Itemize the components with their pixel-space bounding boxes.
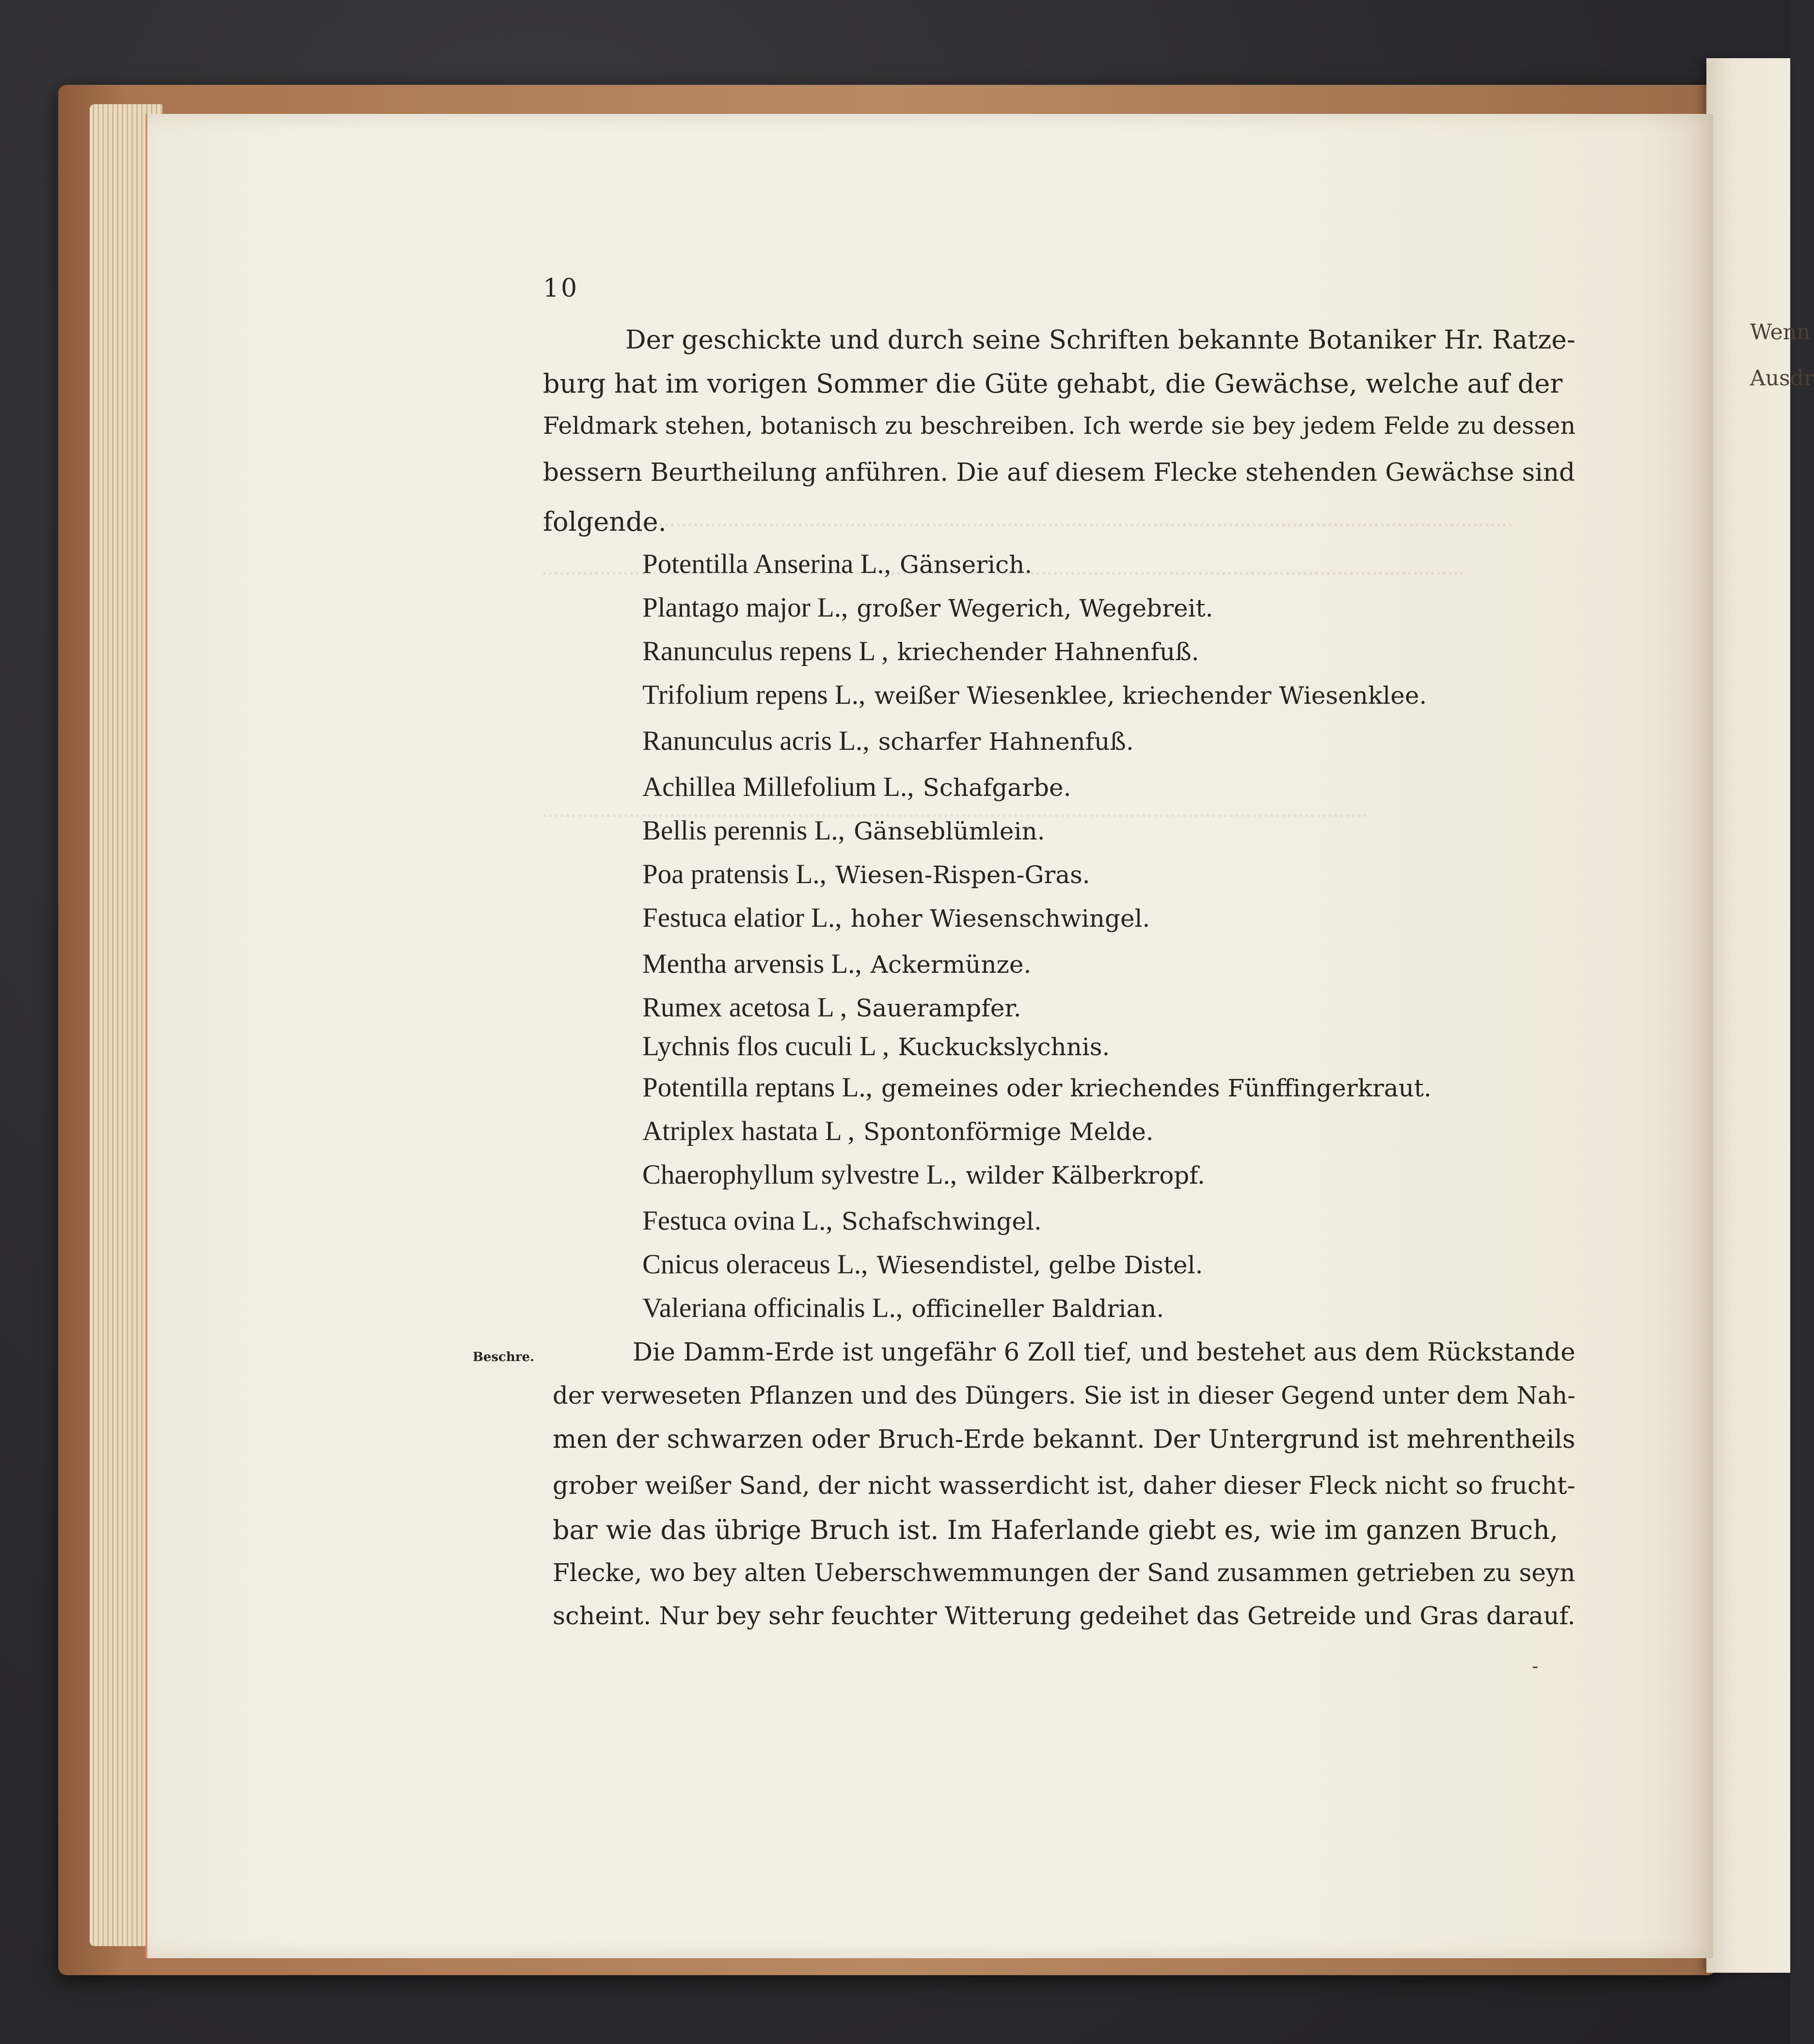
plant-entry (642, 814, 1045, 846)
plant-german-name: gemeines oder kriechendes Fünffingerkraut. (881, 1074, 1432, 1102)
plant-latin-name: Valeriana officinalis L., (642, 1293, 903, 1323)
paragraph-line: burg hat im vorigen Sommer die Güte gehabt, die Gewächse, welche auf der (543, 368, 1563, 399)
plant-latin-name: Potentilla Anserina L., (642, 549, 891, 579)
plant-entry (642, 679, 1427, 711)
paragraph-line: bar wie das übrige Bruch ist. Im Haferlande giebt es, wie im ganzen Bruch, (553, 1515, 1559, 1545)
paragraph-line: Feldmark stehen, botanisch zu beschreiben. Ich werde sie bey jedem Felde zu dessen (543, 412, 1576, 440)
next-page-edge (1706, 58, 1790, 1973)
plant-german-name: scharfer Hahnenfuß. (878, 728, 1134, 756)
next-page-fragment: Ausdr (1750, 366, 1814, 391)
plant-german-name: großer Wegerich, Wegebreit. (857, 594, 1213, 622)
plant-german-name: Schafschwingel. (841, 1207, 1042, 1236)
plant-german-name: kriechender Hahnenfuß. (897, 638, 1199, 666)
plant-german-name: Wiesendistel, gelbe Distel. (876, 1251, 1203, 1279)
plant-german-name: Ackermünze. (870, 951, 1032, 979)
plant-latin-name: Potentilla reptans L., (642, 1072, 873, 1103)
plant-entry (642, 591, 1213, 623)
plant-entry (642, 1115, 1154, 1147)
plant-entry (642, 725, 1134, 757)
plant-entry (642, 858, 1090, 890)
plant-entry (642, 1158, 1205, 1190)
plant-german-name: hoher Wiesenschwingel. (850, 904, 1150, 933)
paragraph-line: Die Damm-Erde ist ungefähr 6 Zoll tief, und bestehet aus dem Rückstande (633, 1338, 1575, 1367)
plant-german-name: Schafgarbe. (923, 774, 1071, 802)
paragraph-line: folgende. (543, 507, 667, 537)
plant-latin-name: Mentha arvensis L., (642, 949, 862, 979)
plant-entry (642, 1204, 1042, 1236)
plant-german-name: Gänseblümlein. (854, 817, 1045, 845)
plant-entry (642, 1248, 1203, 1280)
paragraph-line: Flecke, wo bey alten Ueberschwemmungen der Sand zusammen getrieben zu seyn (553, 1558, 1575, 1587)
plant-german-name: weißer Wiesenklee, kriechender Wiesenklee. (874, 681, 1427, 710)
paragraph-line: der verweseten Pflanzen und des Düngers. Sie ist in dieser Gegend unter dem Nah- (553, 1381, 1575, 1410)
plant-entry (642, 991, 1021, 1023)
plant-entry (642, 902, 1150, 934)
plant-latin-name: Lychnis flos cuculi L , (642, 1031, 890, 1062)
show-through-line (543, 504, 1512, 526)
plant-entry (642, 771, 1071, 803)
plant-latin-name: Achillea Millefolium L., (642, 772, 914, 802)
paragraph-line: scheint. Nur bey sehr feuchter Witterung gedeihet das Getreide und Gras darauf. (553, 1602, 1575, 1631)
plant-german-name: Sauerampfer. (856, 994, 1021, 1022)
plant-latin-name: Ranunculus repens L , (642, 636, 889, 666)
plant-german-name: Wiesen-Rispen-Gras. (835, 861, 1090, 889)
plant-entry (642, 948, 1031, 980)
next-page-fragment: Wenn (1750, 320, 1811, 345)
page-number: 10 (543, 274, 579, 303)
plant-latin-name: Cnicus oleraceus L., (642, 1249, 868, 1280)
plant-german-name: Spontonförmige Melde. (863, 1118, 1154, 1146)
paragraph-line: bessern Beurtheilung anführen. Die auf diesem Flecke stehenden Gewächse sind (543, 458, 1575, 487)
plant-entry (642, 635, 1199, 667)
plant-german-name: Gänserich. (900, 551, 1033, 579)
plant-german-name: officineller Baldrian. (911, 1295, 1164, 1323)
margin-note: Beschre. (473, 1350, 535, 1364)
plant-latin-name: Plantago major L., (642, 592, 848, 623)
plant-latin-name: Trifolium repens L., (642, 680, 866, 710)
plant-german-name: wilder Kälberkropf. (966, 1161, 1205, 1189)
plant-latin-name: Rumex acetosa L , (642, 992, 847, 1023)
plant-entry (642, 548, 1032, 580)
plant-latin-name: Ranunculus acris L., (642, 726, 870, 756)
paragraph-line: grober weißer Sand, der nicht wasserdicht ist, daher dieser Fleck nicht so frucht- (553, 1471, 1575, 1500)
plant-entry (642, 1292, 1164, 1324)
footer-mark: - (1532, 1655, 1539, 1678)
plant-entry (642, 1030, 1110, 1062)
paragraph-line: Der geschickte und durch seine Schriften bekannte Botaniker Hr. Ratze- (625, 325, 1575, 355)
plant-latin-name: Bellis perennis L., (642, 815, 845, 846)
plant-latin-name: Poa pratensis L., (642, 859, 827, 889)
paragraph-line: men der schwarzen oder Bruch-Erde bekannt. Der Untergrund ist mehrentheils (553, 1425, 1575, 1454)
plant-entry (642, 1071, 1432, 1103)
plant-german-name: Kuckuckslychnis. (898, 1033, 1110, 1061)
plant-latin-name: Chaerophyllum sylvestre L., (642, 1159, 957, 1190)
plant-latin-name: Festuca ovina L., (642, 1205, 833, 1236)
plant-latin-name: Festuca elatior L., (642, 903, 842, 933)
plant-latin-name: Atriplex hastata L , (642, 1116, 855, 1146)
